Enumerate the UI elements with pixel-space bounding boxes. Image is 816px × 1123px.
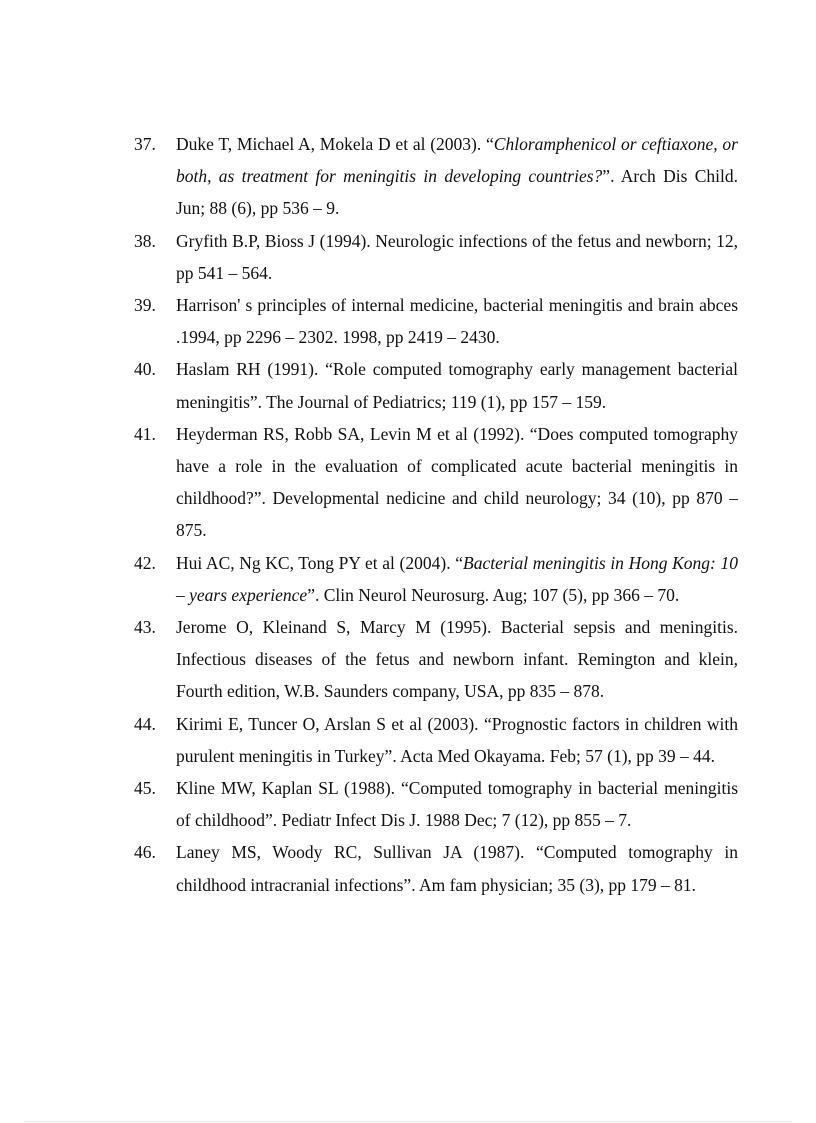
reference-number: 44. (134, 713, 156, 734)
reference-item (134, 418, 738, 547)
reference-number: 38. (134, 230, 156, 251)
reference-text (176, 134, 738, 218)
reference-number: 37. (134, 134, 156, 154)
reference-number: 40. (134, 359, 156, 380)
reference-item (134, 708, 738, 772)
reference-text (176, 231, 738, 283)
reference-item (134, 289, 738, 353)
reference-number: 43. (134, 617, 156, 638)
reference-text-segment: ”. Clin Neurol Neurosurg. Aug; 107 (5), pp 366 – 70. (307, 584, 680, 605)
reference-title-italic: Bacterial meningitis in Hong Kong: 10 – years experience (176, 552, 738, 605)
reference-text (176, 553, 738, 605)
reference-item (134, 547, 738, 611)
reference-text-segment: Duke T, Michael A, Mokela D et al (2003). “ (176, 134, 494, 154)
reference-text (176, 359, 738, 411)
reference-text (176, 424, 738, 541)
reference-text-segment: Kirimi E, Tuncer O, Arslan S et al (2003). “Prognostic factors in children with purulent meningitis in Turkey”. Acta Med Okayama. Feb; 57 (1), pp 39 – 44. (176, 713, 738, 766)
reference-list (134, 128, 738, 901)
reference-number: 45. (134, 778, 156, 799)
reference-item (134, 128, 738, 225)
reference-text-segment: Kline MW, Kaplan SL (1988). “Computed tomography in bacterial meningitis of childhood”. Pediatr Infect Dis J. 1988 Dec; 7 (12), pp 855 – 7. (176, 778, 738, 831)
reference-number: 41. (134, 423, 156, 444)
reference-item (134, 836, 738, 900)
reference-text-segment: Haslam RH (1991). “Role computed tomography early management bacterial meningitis”. The Journal of Pediatrics; 119 (1), pp 157 – 159. (176, 359, 738, 412)
reference-text-segment: Harrison' s principles of internal medicine, bacterial meningitis and brain abces .1994, pp 2296 – 2302. 1998, pp 2419 – 2430. (176, 295, 738, 348)
reference-title-italic: Chloramphenicol or ceftiaxone, or both, as treatment for meningitis in developing countries? (176, 134, 738, 187)
reference-text (176, 617, 738, 701)
reference-text (176, 295, 738, 347)
reference-text-segment: Heyderman RS, Robb SA, Levin M et al (1992). “Does computed tomography have a role in the evaluation of complicated acute bacterial meningitis in childhood?”. Developmental nedicine and child neurology; 34 (10), pp 870 – 875. (176, 423, 738, 541)
reference-text (176, 778, 738, 830)
reference-text-segment: Hui AC, Ng KC, Tong PY et al (2004). “ (176, 552, 463, 573)
reference-text-segment: Gryfith B.P, Bioss J (1994). Neurologic infections of the fetus and newborn; 12, pp 541 – 564. (176, 230, 738, 283)
reference-text (176, 714, 738, 766)
reference-number: 42. (134, 552, 156, 573)
reference-item (134, 772, 738, 836)
reference-number: 46. (134, 842, 156, 863)
reference-item (134, 225, 738, 289)
reference-item (134, 611, 738, 708)
reference-item (134, 353, 738, 417)
reference-text-segment: ”. Arch Dis Child. Jun; 88 (6), pp 536 – 9. (176, 166, 738, 219)
reference-text-segment: Jerome O, Kleinand S, Marcy M (1995). Bacterial sepsis and meningitis. Infectious diseases of the fetus and newborn infant. Remington and klein, Fourth edition, W.B. Saunders company, USA, pp 835 – 878. (176, 617, 738, 702)
reference-number: 39. (134, 295, 156, 316)
page-bottom-divider (24, 1121, 792, 1122)
reference-text (176, 842, 738, 894)
reference-text-segment: Laney MS, Woody RC, Sullivan JA (1987). “Computed tomography in childhood intracranial infections”. Am fam physician; 35 (3), pp 179 – 81. (176, 842, 738, 895)
